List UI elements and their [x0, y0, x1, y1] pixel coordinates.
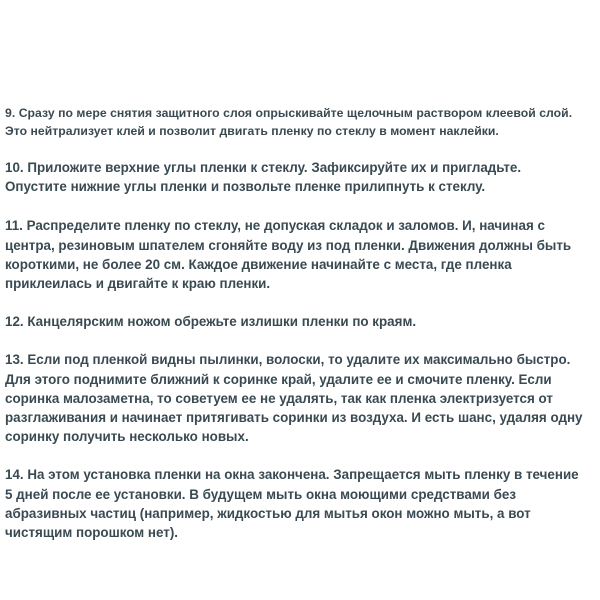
instruction-step-13: [5, 350, 594, 446]
text-line: 9. Сразу по мере снятия защитного слоя опрыскивайте щелочным раствором клеевой слой.: [5, 106, 573, 120]
instruction-step-9: [5, 104, 594, 140]
text-line: 5 дней после ее установки. В будущем мыть окна моющими средствами без: [5, 486, 517, 502]
text-line: 10. Приложите верхние углы пленки к стеклу. Зафиксируйте их и пригладьте.: [5, 160, 522, 175]
text-line: 13. Если под пленкой видны пылинки, волоски, то удалите их максимально быстро.: [5, 352, 571, 368]
text-line: соринка малозаметна, то советуем ее не удалять, так как пленка электризуется от: [5, 390, 553, 406]
text-line: Для этого поднимите ближний к соринке край, удалите ее и смочите пленку. Если: [5, 371, 552, 387]
text-line: абразивных частиц (например, жидкостью для мытья окон можно мыть, а вот: [5, 505, 531, 521]
text-line: 11. Распределите пленку по стеклу, не допуская складок и заломов. И, начиная с: [5, 218, 545, 234]
text-line: приклеилась и двигайте к краю пленки.: [5, 276, 271, 292]
text-line: 14. На этом установка пленки на окна закончена. Запрещается мыть пленку в течение: [5, 467, 579, 483]
text-line: центра, резиновым шпателем сгоняйте воду из под пленки. Движения должны быть: [5, 237, 572, 253]
instruction-step-12: [5, 312, 594, 331]
text-line: разглаживания и начинает притягивать соринки из воздуха. И есть шанс, удаляя одну: [5, 410, 583, 426]
instruction-step-11: [5, 216, 594, 293]
text-line: соринку получить несколько новых.: [5, 429, 249, 445]
text-line: короткими, не более 20 см. Каждое движение начинайте с места, где пленка: [5, 256, 512, 272]
text-line: Это нейтрализует клей и позволит двигать пленку по стеклу в момент наклейки.: [5, 124, 499, 138]
instruction-step-10: [5, 158, 594, 196]
text-line: чистящим порошком нет).: [5, 525, 179, 541]
instruction-step-14: [5, 465, 594, 542]
text-line: 12. Канцелярским ножом обрежьте излишки пленки по краям.: [5, 314, 417, 330]
text-line: Опустите нижние углы пленки и позвольте пленке прилипнуть к стеклу.: [5, 179, 486, 195]
